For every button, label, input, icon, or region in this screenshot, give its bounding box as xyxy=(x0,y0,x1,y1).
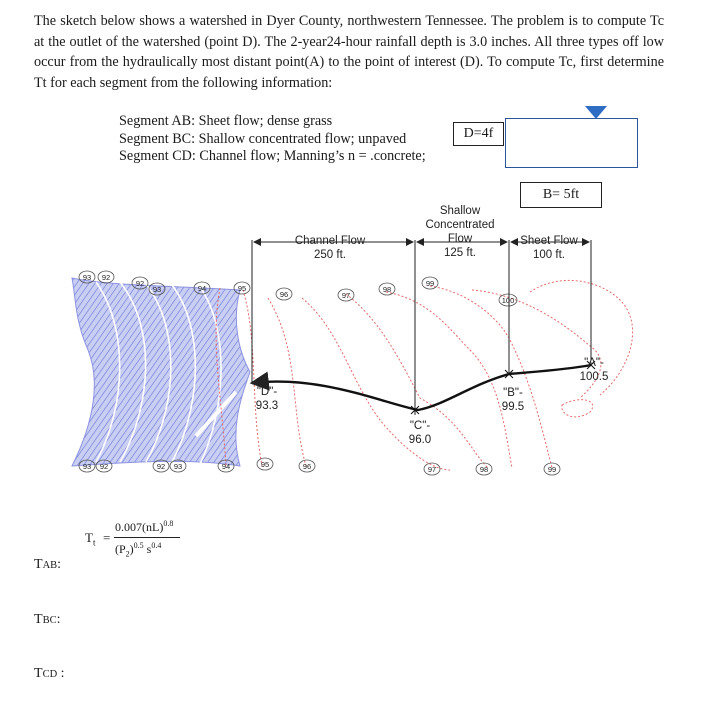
contour-label: 92 xyxy=(101,273,111,282)
point-c-label: "C"- 96.0 xyxy=(408,420,432,446)
contour-label: 97 xyxy=(427,465,437,474)
tab-label: TAB: xyxy=(34,557,62,572)
contour-label: 98 xyxy=(479,465,489,474)
contour-label: 96 xyxy=(279,290,289,299)
tbc-label: TBC: xyxy=(34,612,61,627)
contour-label: 93 xyxy=(82,462,92,471)
channel-flow-label: Channel Flow 250 ft. xyxy=(294,235,366,261)
point-b-label: "B"- 99.5 xyxy=(501,387,525,413)
width-box: B= 5ft xyxy=(520,182,602,208)
contour-label: 93 xyxy=(173,462,183,471)
sheet-flow-label: Sheet Flow 100 ft. xyxy=(520,235,578,261)
contour-label: 92 xyxy=(156,462,166,471)
contour-label: 92 xyxy=(99,462,109,471)
contour-label: 95 xyxy=(237,284,247,293)
contour-label: 96 xyxy=(302,462,312,471)
contour-label: 94 xyxy=(197,284,207,293)
contour-label: 97 xyxy=(341,291,351,300)
contour-label: 95 xyxy=(260,460,270,469)
point-d-label: "D"- 93.3 xyxy=(255,386,279,412)
point-a-label: "A"- 100.5 xyxy=(579,357,609,383)
tcd-label: TCD : xyxy=(34,666,65,681)
contour-label: 99 xyxy=(547,465,557,474)
contour-label: 94 xyxy=(221,462,231,471)
segment-ab: Segment AB: Sheet flow; dense grass xyxy=(119,113,333,129)
flow-path xyxy=(252,365,591,410)
contour-label: 92 xyxy=(135,279,145,288)
contour-label: 93 xyxy=(82,273,92,282)
depth-box: D=4f xyxy=(453,122,504,146)
contour-label: 98 xyxy=(382,285,392,294)
contour-label: 93 xyxy=(152,285,162,294)
contour-label: 99 xyxy=(425,279,435,288)
segment-cd: Segment CD: Channel flow; Manning’s n = .concrete; xyxy=(119,148,426,164)
problem-intro: The sketch below shows a watershed in Dyer County, northwestern Tennessee. The problem is to compute Tc at the outlet of the watershed (point D). The 2-year24-hour rainfall depth is 3.0 inches. All three types off low occur from the hydraulically most distant point(A) to the point of interest (D). To compute Tc, first determine Tt for each segment from the following information: xyxy=(34,13,664,91)
contour-label: 100 xyxy=(501,296,515,305)
hatched-water-area xyxy=(72,278,250,466)
segment-bc: Segment BC: Shallow concentrated flow; unpaved xyxy=(119,130,407,147)
shallow-flow-label: Shallow Concentrated Flow 125 ft. xyxy=(425,205,495,259)
